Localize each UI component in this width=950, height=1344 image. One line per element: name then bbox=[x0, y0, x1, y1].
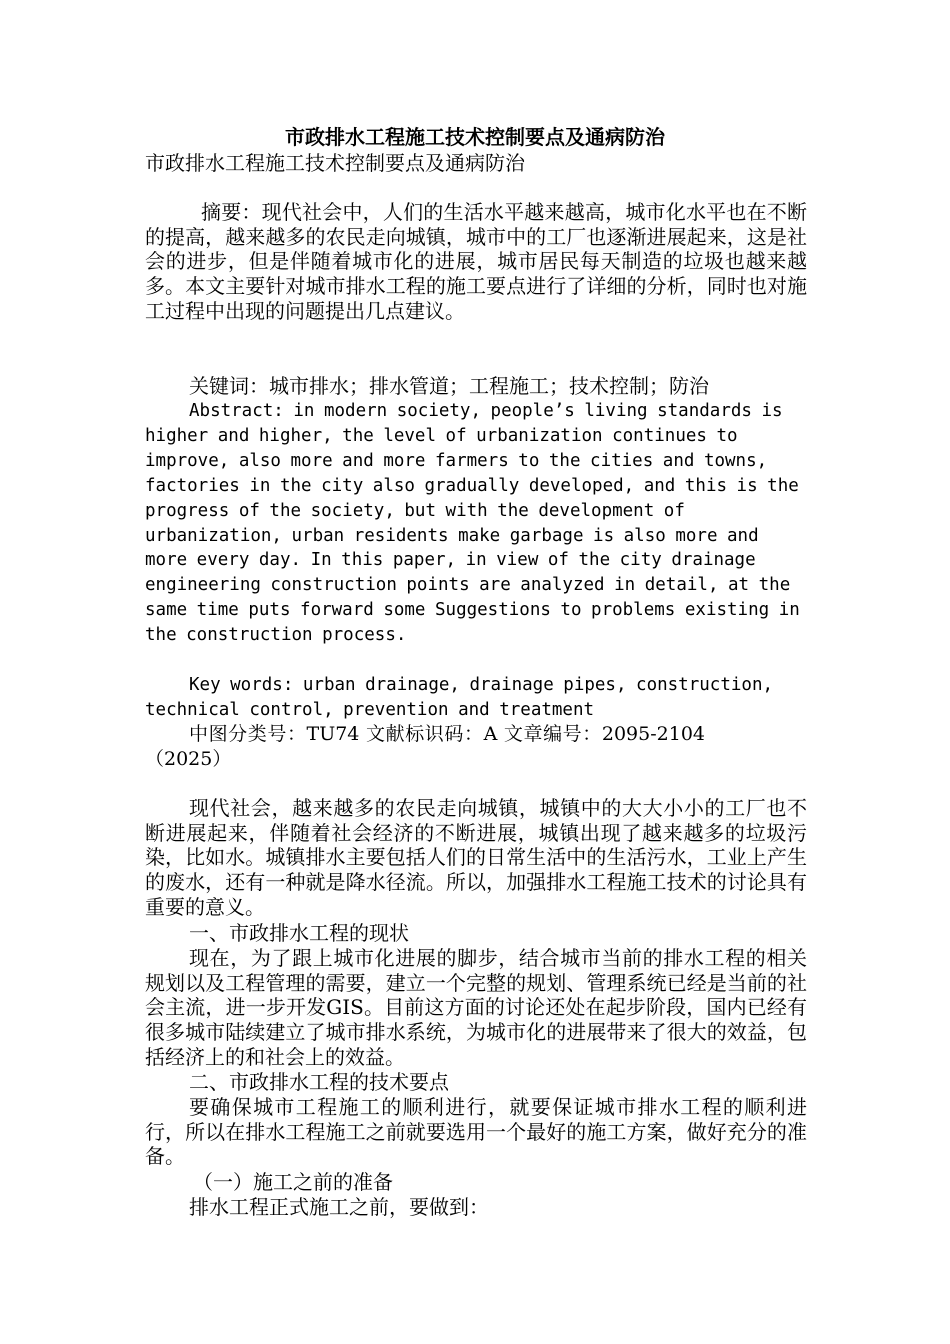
keywords-cn: 关键词：城市排水；排水管道；工程施工；技术控制；防治 bbox=[189, 374, 709, 398]
section1-heading: 一、市政排水工程的现状 bbox=[189, 921, 409, 945]
section2-heading: 二、市政排水工程的技术要点 bbox=[189, 1070, 449, 1094]
subsection1-body: 排水工程正式施工之前，要做到： bbox=[189, 1195, 489, 1219]
abstract-cn: 摘要：现代社会中，人们的生活水平越来越高，城市化水平也在不断的提高，越来越多的农民走向城镇，城市中的工厂也逐渐进展起来，这是社会的进步，但是伴随着城市化的进展，城市居民每天制造的垃圾也越来越多。本文主要针对城市排水工程的施工要点进行了详细的分析，同时也对施工过程中出现的问题提出几点建议。 bbox=[145, 200, 807, 323]
intro-paragraph: 现代社会，越来越多的农民走向城镇，城镇中的大大小小的工厂也不断进展起来，伴随着社会经济的不断进展，城镇出现了越来越多的垃圾污染，比如水。城镇排水主要包括人们的日常生活中的生活污水，工业上产生的废水，还有一种就是降水径流。所以，加强排水工程施工技术的讨论具有重要的意义。 bbox=[145, 796, 807, 919]
subsection1-heading: （一）施工之前的准备 bbox=[193, 1170, 393, 1194]
document-subtitle: 市政排水工程施工技术控制要点及通病防治 bbox=[145, 151, 525, 175]
keywords-en: Key words: urban drainage, drainage pipes, construction, technical control, prevention and treatment bbox=[145, 675, 774, 720]
section2-body: 要确保城市工程施工的顺利进行，就要保证城市排水工程的顺利进行，所以在排水工程施工之前就要选用一个最好的施工方案，做好充分的准备。 bbox=[145, 1095, 807, 1169]
abstract-en: Abstract: in modern society, people’s living standards is higher and higher, the level of urbanization continues to improve, also more and more farmers to the cities and towns, factories in the city also gradually developed, and this is the progress of the society, but with the development of urbanization, urban residents make garbage is also more and more every day. In this paper, in view of the city drainage engineering construction points are analyzed in detail, at the same time puts forward some Suggestions to problems existing in the construction process. bbox=[145, 401, 800, 646]
section1-body: 现在，为了跟上城市化进展的脚步，结合城市当前的排水工程的相关规划以及工程管理的需要，建立一个完整的规划、管理系统已经是当前的社会主流，进一步开发GIS。目前这方面的讨论还处在起步阶段，国内已经有很多城市陆续建立了城市排水系统，为城市化的进展带来了很大的效益，包括经济上的和社会上的效益。 bbox=[145, 946, 807, 1069]
classification-info: 中图分类号：TU74 文献标识码：A 文章编号：2095-2104（2025） bbox=[145, 723, 705, 770]
document-title: 市政排水工程施工技术控制要点及通病防治 bbox=[285, 125, 665, 149]
